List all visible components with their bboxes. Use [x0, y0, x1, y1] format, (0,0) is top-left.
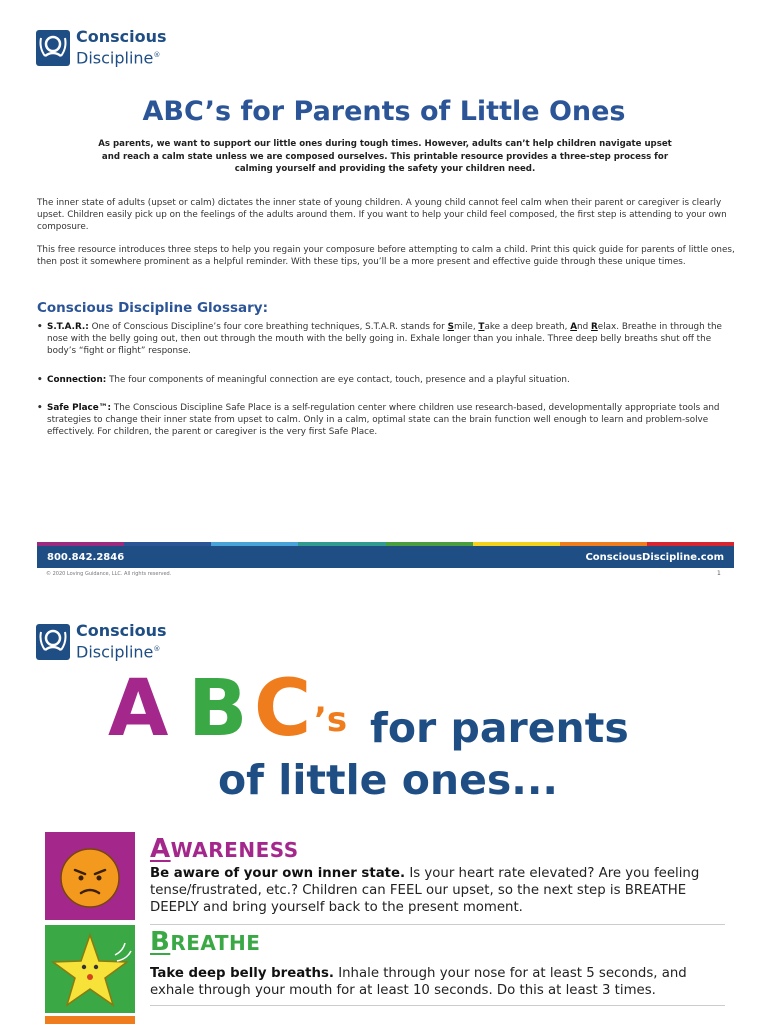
- glossary-term: S.T.A.R.:: [47, 322, 89, 332]
- logo-line-2: Discipline: [76, 642, 154, 662]
- headline-line-2: of little ones...: [218, 756, 559, 804]
- glossary-item-connection: [37, 374, 727, 386]
- glossary-text: One of Conscious Discipline’s four core breathing techniques, S.T.A.R. stands for: [91, 322, 448, 332]
- divider: [150, 1005, 725, 1006]
- logo-wordmark: [76, 28, 167, 67]
- bullet: •: [37, 322, 43, 332]
- headline-line-1: for parents: [370, 704, 629, 752]
- page-title: ABC’s for Parents of Little Ones: [142, 96, 626, 127]
- breathe-heading: [150, 927, 260, 957]
- glossary-text: mile,: [453, 322, 479, 332]
- awareness-card: [45, 832, 725, 924]
- heading-rest: REATHE: [170, 931, 261, 955]
- bullet: •: [37, 375, 43, 385]
- footer-phone[interactable]: 800.842.2846: [47, 552, 125, 563]
- glossary-text: The four components of meaningful connection are eye contact, touch, presence and a playful situation.: [109, 375, 570, 385]
- glossary-heading: Conscious Discipline Glossary:: [37, 300, 268, 316]
- heading-initial: A: [150, 834, 171, 864]
- conscious-discipline-logo: [36, 622, 167, 661]
- glossary-text: The Conscious Discipline Safe Place is a self-regulation center where children use research-based, developmentally appropriate tools and strategies to change their inner state from upset to calm. Only in a calm, optimal state can the brain function well enough to learn and problem-solve effectively. For children, the parent or caregiver is the very first Safe Place.: [47, 403, 720, 438]
- logo-heart-icon: [36, 30, 70, 66]
- glossary-text: nd: [577, 322, 592, 332]
- breathe-text: [150, 965, 710, 999]
- glossary-item-star: [37, 321, 727, 358]
- registered-mark: ®: [153, 51, 161, 59]
- logo-line-2: Discipline: [76, 48, 154, 68]
- registered-mark: ®: [153, 645, 161, 653]
- body-paragraph-2: This free resource introduces three steps to help you regain your composure before attempting to calm a child. Print this quick guide for parents of little ones, then post it somewhere prominent as a helpful reminder. With these tips, you’ll be a more present and effective guide through these unique times.: [37, 245, 735, 268]
- headline-letter-b: B: [188, 664, 248, 754]
- copyright-notice: © 2020 Loving Guidance, LLC. All rights reserved.: [46, 571, 172, 577]
- headline-letter-c: C: [254, 664, 312, 754]
- next-card-edge: [45, 1016, 135, 1024]
- glossary-term: Connection:: [47, 375, 107, 385]
- heading-rest: WARENESS: [170, 838, 299, 862]
- awareness-body: Is your heart rate elevated? Are you feeling tense/frustrated, etc.? Children can FEEL our upset, so the next step is BREATHE DEEPLY and bring yourself back to the present moment.: [150, 866, 700, 915]
- page-two: [0, 600, 768, 1024]
- acronym-letter-a: A: [570, 322, 578, 332]
- glossary-term: Safe Place™:: [47, 403, 112, 413]
- awareness-lead: Be aware of your own inner state.: [150, 866, 406, 881]
- intro-paragraph: As parents, we want to support our little ones during tough times. However, adults can’t help children navigate upset and reach a calm state unless we are composed ourselves. This printable resource provides a three-step process for calming yourself and providing the safety your children need.: [98, 139, 672, 174]
- breathe-body: Inhale through your nose for at least 5 seconds, and exhale through your mouth for at least 10 seconds. Do this at least 3 times.: [150, 966, 687, 998]
- acronym-letter-t: T: [478, 322, 485, 332]
- bullet: •: [37, 403, 43, 413]
- page-number: 1: [717, 570, 721, 577]
- logo-line-1: Conscious: [76, 27, 167, 46]
- star-character-icon: [45, 925, 135, 1013]
- glossary-text: ake a deep breath,: [484, 322, 571, 332]
- logo-line-1: Conscious: [76, 621, 167, 640]
- awareness-heading: [150, 834, 299, 864]
- headline-letter-a: A: [108, 664, 169, 754]
- logo-wordmark: [76, 622, 167, 661]
- footer-website-link[interactable]: ConsciousDiscipline.com: [585, 552, 724, 563]
- footer-bar: [37, 546, 734, 568]
- glossary-text: elax.: [597, 322, 620, 332]
- body-paragraph-1: The inner state of adults (upset or calm) dictates the inner state of young children. A young child cannot feel calm when their parent or caregiver is clearly upset. Children easily pick up on the feelings of the adults around them. If you want to help your child feel composed, the first step is attending to your own composure.: [37, 198, 727, 233]
- logo-heart-icon: [36, 624, 70, 660]
- headline-possessive-s: ’s: [314, 700, 348, 740]
- acronym-letter-r: R: [591, 322, 598, 332]
- glossary-text: Breathe in through the nose with the belly going out, then out through the mouth with the belly going in. Exhale longer than you inhale. Three deep belly breaths shut off the body’s “fight or flight” response.: [47, 322, 722, 357]
- breathe-lead: Take deep belly breaths.: [150, 966, 334, 981]
- acronym-letter-s: S: [447, 322, 454, 332]
- awareness-text: [150, 865, 710, 916]
- breathe-card: [45, 925, 725, 1017]
- heading-initial: B: [150, 927, 171, 957]
- conscious-discipline-logo: [36, 28, 167, 67]
- glossary-item-safe-place: [37, 402, 727, 439]
- angry-face-icon: [45, 832, 135, 920]
